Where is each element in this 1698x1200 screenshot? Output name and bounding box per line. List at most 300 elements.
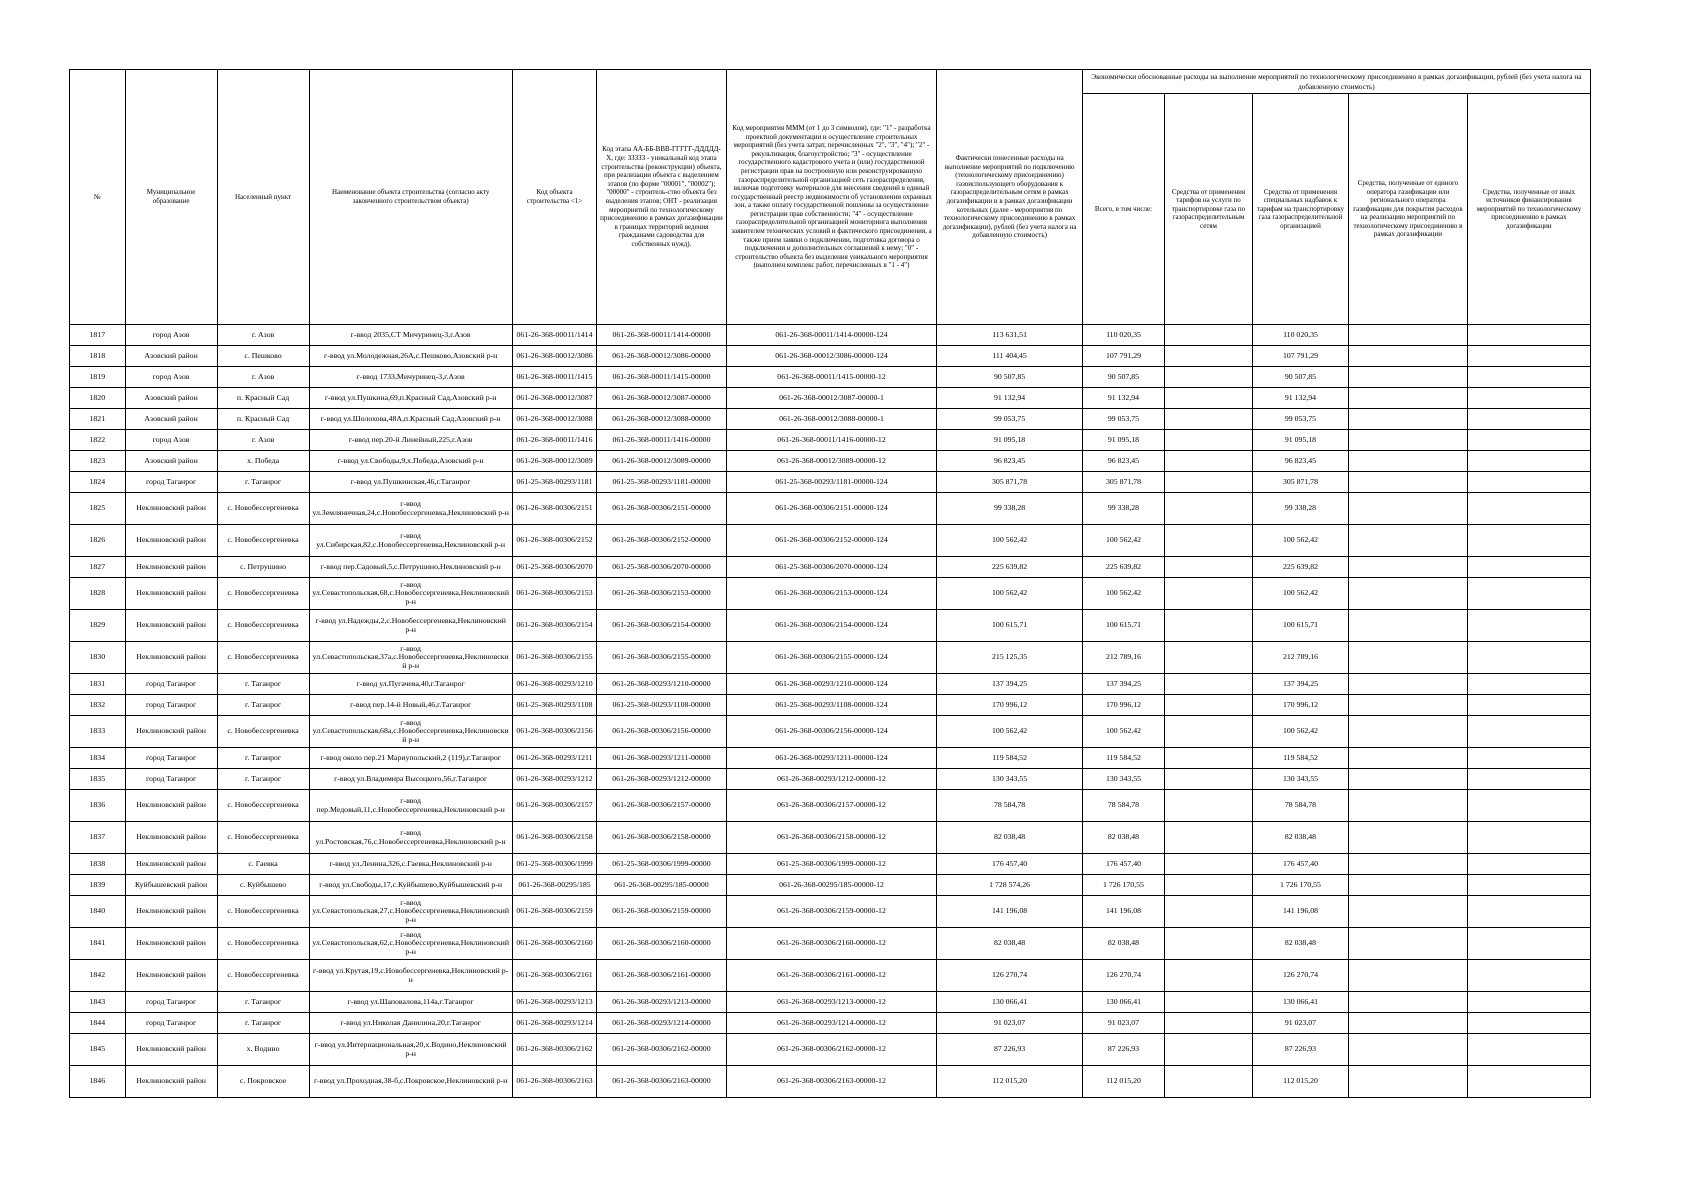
cell-name: г-ввод ул.Ростовская,76,с.Новобессергеневка,Неклиновский р-н: [309, 822, 512, 854]
cell-np: с. Новобессергеневка: [217, 578, 309, 610]
cell-num: 1833: [70, 716, 126, 748]
cell-mo: Азовский район: [125, 409, 217, 430]
cell-num: 1826: [70, 525, 126, 557]
gasification-costs-table: [69, 69, 1591, 1098]
cell-mo: город Таганрог: [125, 674, 217, 695]
cell-total: 225 639,82: [1082, 557, 1164, 578]
cell-actual: 112 015,20: [937, 1066, 1082, 1098]
cell-operator: [1349, 493, 1468, 525]
cell-operator: [1349, 367, 1468, 388]
cell-mo: город Таганрог: [125, 1013, 217, 1034]
cell-np: с. Новобессергеневка: [217, 642, 309, 674]
cell-code: 061-25-368-00293/1181: [512, 472, 596, 493]
cell-stage: 061-26-368-00306/2156-00000: [597, 716, 726, 748]
cell-measure: 061-25-368-00306/2070-00000-124: [726, 557, 937, 578]
cell-stage: 061-26-368-00012/3087-00000: [597, 388, 726, 409]
cell-code: 061-26-368-00306/2159: [512, 896, 596, 928]
cell-special: 137 394,25: [1252, 674, 1348, 695]
cell-stage: 061-26-368-00306/2162-00000: [597, 1034, 726, 1066]
cell-np: г. Таганрог: [217, 992, 309, 1013]
cell-stage: 061-25-368-00293/1181-00000: [597, 472, 726, 493]
cell-special: 107 791,29: [1252, 346, 1348, 367]
cell-other: [1467, 578, 1590, 610]
cell-measure: 061-25-368-00293/1181-00000-124: [726, 472, 937, 493]
cell-mo: Неклиновский район: [125, 854, 217, 875]
cell-special: 126 270,74: [1252, 960, 1348, 992]
cell-name: г-ввод ул.Севастопольская,62,с.Новобессергеневка,Неклиновский р-н: [309, 928, 512, 960]
cell-num: 1824: [70, 472, 126, 493]
cell-operator: [1349, 790, 1468, 822]
cell-total: 78 584,78: [1082, 790, 1164, 822]
table-header: [70, 70, 1591, 325]
cell-tariff: [1165, 409, 1253, 430]
cell-mo: город Таганрог: [125, 769, 217, 790]
cell-mo: Неклиновский район: [125, 896, 217, 928]
cell-other: [1467, 992, 1590, 1013]
cell-total: 130 343,55: [1082, 769, 1164, 790]
cell-total: 137 394,25: [1082, 674, 1164, 695]
cell-np: с. Гаевка: [217, 854, 309, 875]
cell-actual: 176 457,40: [937, 854, 1082, 875]
cell-special: 141 196,08: [1252, 896, 1348, 928]
cell-np: с. Петрушино: [217, 557, 309, 578]
cell-np: г. Азов: [217, 325, 309, 346]
cell-name: г-ввод пер.Медовый,11,с.Новобессергеневка,Неклиновский р-н: [309, 790, 512, 822]
cell-special: 87 226,93: [1252, 1034, 1348, 1066]
table-row: [70, 1034, 1591, 1066]
cell-np: п. Красный Сад: [217, 409, 309, 430]
cell-actual: 141 196,08: [937, 896, 1082, 928]
cell-measure: 061-26-368-00293/1213-00000-12: [726, 992, 937, 1013]
cell-mo: город Таганрог: [125, 695, 217, 716]
cell-other: [1467, 325, 1590, 346]
cell-num: 1843: [70, 992, 126, 1013]
cell-name: г-ввод ул.Пугачева,40,г.Таганрог: [309, 674, 512, 695]
cell-tariff: [1165, 493, 1253, 525]
cell-operator: [1349, 610, 1468, 642]
cell-total: 91 132,94: [1082, 388, 1164, 409]
cell-total: 82 038,48: [1082, 928, 1164, 960]
cell-special: 100 615,71: [1252, 610, 1348, 642]
cell-num: 1828: [70, 578, 126, 610]
cell-other: [1467, 960, 1590, 992]
cell-measure: 061-26-368-00012/3089-00000-12: [726, 451, 937, 472]
cell-np: с. Новобессергеневка: [217, 716, 309, 748]
cell-total: 87 226,93: [1082, 1034, 1164, 1066]
table-row: [70, 578, 1591, 610]
cell-stage: 061-26-368-00306/2159-00000: [597, 896, 726, 928]
cell-num: 1817: [70, 325, 126, 346]
cell-name: г-ввод ул.Севастопольская,68а,с.Новобессергеневка,Неклиновский р-н: [309, 716, 512, 748]
cell-operator: [1349, 325, 1468, 346]
cell-mo: город Таганрог: [125, 748, 217, 769]
cell-operator: [1349, 430, 1468, 451]
cell-total: 91 023,07: [1082, 1013, 1164, 1034]
cell-other: [1467, 854, 1590, 875]
cell-operator: [1349, 642, 1468, 674]
cell-other: [1467, 875, 1590, 896]
cell-measure: 061-26-368-00306/2155-00000-124: [726, 642, 937, 674]
cell-operator: [1349, 1034, 1468, 1066]
cell-tariff: [1165, 557, 1253, 578]
cell-operator: [1349, 992, 1468, 1013]
cell-mo: Неклиновский район: [125, 525, 217, 557]
table-row: [70, 674, 1591, 695]
table-row: [70, 493, 1591, 525]
cell-stage: 061-26-368-00306/2160-00000: [597, 928, 726, 960]
cell-operator: [1349, 928, 1468, 960]
cell-special: 212 789,16: [1252, 642, 1348, 674]
cell-total: 126 270,74: [1082, 960, 1164, 992]
header-other-sources: Средства, полученные от иных источников финансирования мероприятий по технологическому присоединению в рамках догазификации: [1467, 94, 1590, 325]
cell-measure: 061-26-368-00012/3088-00000-1: [726, 409, 937, 430]
cell-operator: [1349, 695, 1468, 716]
cell-stage: 061-26-368-00306/2163-00000: [597, 1066, 726, 1098]
cell-special: 82 038,48: [1252, 822, 1348, 854]
cell-tariff: [1165, 695, 1253, 716]
cell-name: г-ввод ул.Интернациональная,20,х.Водино,Неклиновский р-н: [309, 1034, 512, 1066]
cell-other: [1467, 716, 1590, 748]
cell-tariff: [1165, 472, 1253, 493]
cell-total: 305 871,78: [1082, 472, 1164, 493]
cell-special: 130 343,55: [1252, 769, 1348, 790]
table-row: [70, 822, 1591, 854]
cell-num: 1820: [70, 388, 126, 409]
cell-np: г. Азов: [217, 430, 309, 451]
cell-stage: 061-26-368-00293/1214-00000: [597, 1013, 726, 1034]
cell-operator: [1349, 346, 1468, 367]
cell-total: 130 066,41: [1082, 992, 1164, 1013]
cell-name: г-ввод ул.Ленина,326,с.Гаевка,Неклиновский р-н: [309, 854, 512, 875]
cell-stage: 061-26-368-00293/1212-00000: [597, 769, 726, 790]
cell-actual: 82 038,48: [937, 822, 1082, 854]
cell-mo: город Таганрог: [125, 472, 217, 493]
cell-special: 100 562,42: [1252, 578, 1348, 610]
cell-total: 100 562,42: [1082, 525, 1164, 557]
cell-special: 100 562,42: [1252, 716, 1348, 748]
cell-total: 90 507,85: [1082, 367, 1164, 388]
cell-measure: 061-25-368-00306/1999-00000-12: [726, 854, 937, 875]
cell-operator: [1349, 409, 1468, 430]
cell-measure: 061-26-368-00306/2158-00000-12: [726, 822, 937, 854]
table-row: [70, 525, 1591, 557]
cell-tariff: [1165, 716, 1253, 748]
cell-np: с. Куйбышево: [217, 875, 309, 896]
cell-total: 99 338,28: [1082, 493, 1164, 525]
cell-other: [1467, 610, 1590, 642]
cell-actual: 99 338,28: [937, 493, 1082, 525]
table-row: [70, 430, 1591, 451]
cell-num: 1823: [70, 451, 126, 472]
header-object-name: Наименование объекта строительства (согласно акту законченного строительством объекта): [309, 70, 512, 325]
cell-np: с. Новобессергеневка: [217, 896, 309, 928]
cell-code: 061-26-368-00306/2162: [512, 1034, 596, 1066]
cell-name: г-ввод пер.20-й Линейный,225,г.Азов: [309, 430, 512, 451]
cell-code: 061-26-368-00012/3087: [512, 388, 596, 409]
cell-actual: 91 023,07: [937, 1013, 1082, 1034]
cell-stage: 061-26-368-00012/3088-00000: [597, 409, 726, 430]
header-municipality: Муниципальное образование: [125, 70, 217, 325]
cell-other: [1467, 409, 1590, 430]
cell-mo: Неклиновский район: [125, 822, 217, 854]
cell-total: 91 095,18: [1082, 430, 1164, 451]
cell-code: 061-25-368-00306/1999: [512, 854, 596, 875]
cell-stage: 061-26-368-00293/1210-00000: [597, 674, 726, 695]
cell-measure: 061-25-368-00293/1108-00000-124: [726, 695, 937, 716]
cell-num: 1825: [70, 493, 126, 525]
cell-measure: 061-26-368-00293/1214-00000-12: [726, 1013, 937, 1034]
cell-tariff: [1165, 610, 1253, 642]
cell-actual: 305 871,78: [937, 472, 1082, 493]
table-row: [70, 325, 1591, 346]
cell-np: с. Новобессергеневка: [217, 610, 309, 642]
cell-stage: 061-26-368-00306/2152-00000: [597, 525, 726, 557]
cell-code: 061-26-368-00012/3086: [512, 346, 596, 367]
header-num: №: [70, 70, 126, 325]
cell-actual: 130 066,41: [937, 992, 1082, 1013]
cell-name: г-ввод ул.Шаповалова,114а,г.Таганрог: [309, 992, 512, 1013]
cell-name: г-ввод 2035,СТ Мичуринец-3,г.Азов: [309, 325, 512, 346]
cell-stage: 061-26-368-00306/2158-00000: [597, 822, 726, 854]
cell-other: [1467, 642, 1590, 674]
cell-num: 1834: [70, 748, 126, 769]
cell-mo: Азовский район: [125, 388, 217, 409]
cell-num: 1837: [70, 822, 126, 854]
cell-tariff: [1165, 451, 1253, 472]
cell-num: 1831: [70, 674, 126, 695]
cell-name: г-ввод ул.Владимира Высоцкого,56,г.Таганрог: [309, 769, 512, 790]
cell-total: 212 789,16: [1082, 642, 1164, 674]
cell-tariff: [1165, 928, 1253, 960]
cell-mo: Азовский район: [125, 451, 217, 472]
cell-np: г. Таганрог: [217, 695, 309, 716]
cell-stage: 061-25-368-00293/1108-00000: [597, 695, 726, 716]
cell-code: 061-26-368-00293/1212: [512, 769, 596, 790]
cell-total: 100 562,42: [1082, 716, 1164, 748]
cell-num: 1822: [70, 430, 126, 451]
cell-code: 061-26-368-00306/2160: [512, 928, 596, 960]
cell-measure: 061-26-368-00306/2153-00000-124: [726, 578, 937, 610]
cell-stage: 061-26-368-00306/2161-00000: [597, 960, 726, 992]
cell-code: 061-26-368-00012/3088: [512, 409, 596, 430]
cell-actual: 100 562,42: [937, 525, 1082, 557]
table-row: [70, 875, 1591, 896]
cell-tariff: [1165, 642, 1253, 674]
cell-mo: город Азов: [125, 325, 217, 346]
cell-other: [1467, 674, 1590, 695]
cell-stage: 061-26-368-00295/185-00000: [597, 875, 726, 896]
cell-operator: [1349, 451, 1468, 472]
table-row: [70, 769, 1591, 790]
cell-name: г-ввод ул.Земляничная,24,с.Новобессергеневка,Неклиновский р-н: [309, 493, 512, 525]
cell-measure: 061-26-368-00306/2151-00000-124: [726, 493, 937, 525]
cell-operator: [1349, 525, 1468, 557]
cell-num: 1846: [70, 1066, 126, 1098]
cell-special: 82 038,48: [1252, 928, 1348, 960]
cell-special: 91 095,18: [1252, 430, 1348, 451]
cell-total: 82 038,48: [1082, 822, 1164, 854]
cell-num: 1819: [70, 367, 126, 388]
cell-operator: [1349, 674, 1468, 695]
cell-tariff: [1165, 960, 1253, 992]
cell-total: 176 457,40: [1082, 854, 1164, 875]
cell-mo: Неклиновский район: [125, 557, 217, 578]
table-row: [70, 790, 1591, 822]
cell-special: 176 457,40: [1252, 854, 1348, 875]
cell-np: г. Таганрог: [217, 472, 309, 493]
header-measure-code: Код мероприятия МММ (от 1 до 3 символов), где: "1" - разработка проектной документации и осуществление строительных мероприятий (без учета затрат, перечисленных "2", "3", "4"); "2" - рекультивация, благоустройство; "3" - осуществление государственного кадастрового учета и (или) государственной регистрации прав на построенную или реконструированную газораспределительной организацией сеть газораспределения, включая подготовку материалов для внесения сведений в единый государственный реестр недвижимости об установлении охранных зон, а также оплату государственной пошлины за осуществление регистрации прав собственности; "4" - осуществление газораспределительной организацией мониторинга выполнения заявителем технических условий и фактического присоединения, а также прием заявки о подключении, подготовка договора о подключении и дополнительных соглашений к нему; "0" - строительство объекта без выделения уникального мероприятия (выполнен комплекс работ, перечисленных в "1 - 4"): [726, 70, 937, 325]
cell-other: [1467, 695, 1590, 716]
cell-mo: Куйбышевский район: [125, 875, 217, 896]
cell-code: 061-26-368-00293/1211: [512, 748, 596, 769]
cell-code: 061-26-368-00306/2154: [512, 610, 596, 642]
cell-operator: [1349, 388, 1468, 409]
cell-special: 305 871,78: [1252, 472, 1348, 493]
cell-measure: 061-26-368-00012/3086-00000-124: [726, 346, 937, 367]
cell-operator: [1349, 472, 1468, 493]
table-row: [70, 472, 1591, 493]
cell-np: с. Покровское: [217, 1066, 309, 1098]
cell-measure: 061-26-368-00012/3087-00000-1: [726, 388, 937, 409]
cell-stage: 061-26-368-00306/2151-00000: [597, 493, 726, 525]
cell-operator: [1349, 854, 1468, 875]
cell-other: [1467, 451, 1590, 472]
cell-np: г. Таганрог: [217, 1013, 309, 1034]
cell-stage: 061-25-368-00306/1999-00000: [597, 854, 726, 875]
cell-num: 1839: [70, 875, 126, 896]
cell-total: 170 996,12: [1082, 695, 1164, 716]
cell-actual: 100 562,42: [937, 578, 1082, 610]
cell-measure: 061-26-368-00293/1212-00000-12: [726, 769, 937, 790]
cell-special: 99 053,75: [1252, 409, 1348, 430]
cell-actual: 78 584,78: [937, 790, 1082, 822]
cell-measure: 061-26-368-00306/2152-00000-124: [726, 525, 937, 557]
cell-other: [1467, 769, 1590, 790]
cell-code: 061-26-368-00293/1214: [512, 1013, 596, 1034]
table-row: [70, 854, 1591, 875]
cell-name: г-ввод пер.Садовый,5,с.Петрушино,Неклиновский р-н: [309, 557, 512, 578]
cell-name: г-ввод ул.Проходная,38-б,с.Покровское,Неклиновский р-н: [309, 1066, 512, 1098]
cell-np: с. Новобессергеневка: [217, 960, 309, 992]
cell-code: 061-26-368-00012/3089: [512, 451, 596, 472]
cell-np: п. Красный Сад: [217, 388, 309, 409]
cell-num: 1840: [70, 896, 126, 928]
cell-np: х. Победа: [217, 451, 309, 472]
cell-measure: 061-26-368-00306/2157-00000-12: [726, 790, 937, 822]
cell-stage: 061-26-368-00012/3089-00000: [597, 451, 726, 472]
table-row: [70, 610, 1591, 642]
cell-actual: 87 226,93: [937, 1034, 1082, 1066]
cell-tariff: [1165, 346, 1253, 367]
cell-other: [1467, 1013, 1590, 1034]
cell-num: 1841: [70, 928, 126, 960]
table-row: [70, 716, 1591, 748]
cell-code: 061-26-368-00306/2158: [512, 822, 596, 854]
cell-actual: 91 132,94: [937, 388, 1082, 409]
cell-code: 061-26-368-00306/2153: [512, 578, 596, 610]
cell-actual: 137 394,25: [937, 674, 1082, 695]
cell-total: 112 015,20: [1082, 1066, 1164, 1098]
cell-operator: [1349, 822, 1468, 854]
cell-measure: 061-26-368-00306/2161-00000-12: [726, 960, 937, 992]
cell-actual: 100 615,71: [937, 610, 1082, 642]
cell-num: 1845: [70, 1034, 126, 1066]
cell-mo: город Азов: [125, 430, 217, 451]
cell-special: 91 132,94: [1252, 388, 1348, 409]
cell-operator: [1349, 716, 1468, 748]
cell-code: 061-26-368-00306/2163: [512, 1066, 596, 1098]
cell-operator: [1349, 578, 1468, 610]
cell-name: г-ввод ул.Севастопольская,37а,с.Новобессергеневка,Неклиновский р-н: [309, 642, 512, 674]
cell-np: с. Новобессергеневка: [217, 525, 309, 557]
cell-operator: [1349, 1066, 1468, 1098]
cell-tariff: [1165, 769, 1253, 790]
cell-special: 112 015,20: [1252, 1066, 1348, 1098]
cell-mo: город Таганрог: [125, 992, 217, 1013]
cell-stage: 061-26-368-00012/3086-00000: [597, 346, 726, 367]
cell-actual: 130 343,55: [937, 769, 1082, 790]
cell-mo: Неклиновский район: [125, 790, 217, 822]
cell-total: 96 823,45: [1082, 451, 1164, 472]
cell-np: г. Таганрог: [217, 748, 309, 769]
header-actual-costs: Фактически понесенные расходы на выполнение мероприятий по подключению (технологическому присоединению) газоиспользующего оборудования к газораспределительным сетям в рамках догазификации и в рамках догазификации котельных (далее - мероприятия по технологическому присоединению в рамках догазификации), рублей (без учета налога на добавленную стоимость): [937, 70, 1082, 325]
cell-num: 1818: [70, 346, 126, 367]
cell-total: 100 615,71: [1082, 610, 1164, 642]
cell-total: 1 726 170,55: [1082, 875, 1164, 896]
cell-code: 061-26-368-00293/1210: [512, 674, 596, 695]
cell-operator: [1349, 875, 1468, 896]
cell-code: 061-26-368-00293/1213: [512, 992, 596, 1013]
cell-actual: 90 507,85: [937, 367, 1082, 388]
cell-code: 061-26-368-00306/2157: [512, 790, 596, 822]
table-row: [70, 388, 1591, 409]
cell-mo: Азовский район: [125, 346, 217, 367]
cell-total: 119 584,52: [1082, 748, 1164, 769]
cell-stage: 061-26-368-00293/1213-00000: [597, 992, 726, 1013]
cell-mo: Неклиновский район: [125, 1034, 217, 1066]
cell-operator: [1349, 748, 1468, 769]
table-row: [70, 928, 1591, 960]
cell-special: 78 584,78: [1252, 790, 1348, 822]
cell-np: с. Новобессергеневка: [217, 822, 309, 854]
cell-special: 119 584,52: [1252, 748, 1348, 769]
cell-stage: 061-26-368-00011/1414-00000: [597, 325, 726, 346]
cell-stage: 061-26-368-00306/2155-00000: [597, 642, 726, 674]
cell-special: 90 507,85: [1252, 367, 1348, 388]
cell-np: г. Таганрог: [217, 674, 309, 695]
cell-mo: город Азов: [125, 367, 217, 388]
cell-name: г-ввод ул.Севастопольская,27,с.Новобессергеневка,Неклиновский р-н: [309, 896, 512, 928]
cell-name: г-ввод ул.Николая Данилина,20,г.Таганрог: [309, 1013, 512, 1034]
cell-stage: 061-26-368-00306/2153-00000: [597, 578, 726, 610]
cell-other: [1467, 790, 1590, 822]
cell-code: 061-25-368-00306/2070: [512, 557, 596, 578]
cell-num: 1844: [70, 1013, 126, 1034]
cell-total: 99 053,75: [1082, 409, 1164, 430]
cell-code: 061-26-368-00306/2152: [512, 525, 596, 557]
table-row: [70, 748, 1591, 769]
cell-actual: 170 996,12: [937, 695, 1082, 716]
header-object-code: Код объекта строительства <1>: [512, 70, 596, 325]
cell-actual: 82 038,48: [937, 928, 1082, 960]
cell-tariff: [1165, 1066, 1253, 1098]
cell-stage: 061-26-368-00293/1211-00000: [597, 748, 726, 769]
cell-stage: 061-25-368-00306/2070-00000: [597, 557, 726, 578]
cell-measure: 061-26-368-00306/2159-00000-12: [726, 896, 937, 928]
cell-name: г-ввод ул.Крутая,19,с.Новобессергеневка,Неклиновский р-н: [309, 960, 512, 992]
cell-other: [1467, 1034, 1590, 1066]
table-row: [70, 642, 1591, 674]
